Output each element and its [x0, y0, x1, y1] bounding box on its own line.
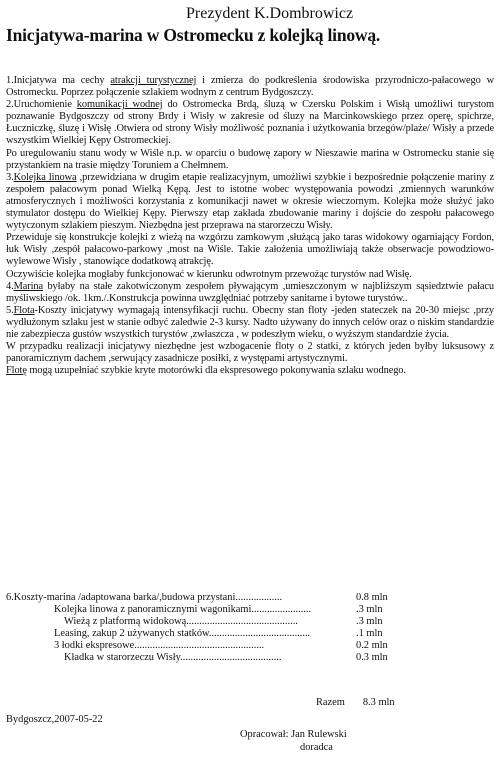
total-label: Razem [316, 697, 345, 708]
document-body [6, 75, 494, 377]
document-date: Bydgoszcz,2007-05-22 [6, 714, 103, 725]
paragraph-fleet: 5.Flota-Koszty inicjatywy wymagają intensyfikacji ruchu. Obecny stan floty -jeden stateczek na 20-30 miejsc ,przy wydłużonym szlaku jest w stanie odbyć zaledwie 2-3 kursy. Nadto używany do innych celów oraz o niskim standardzie nie zabezpiecza gustów wszystkich turystów ,zwłaszcza , w podeszłym wieku, o wyższym standardzie życia. [6, 304, 494, 340]
cost-label: Kładka w starorzeczu Wisły....................................... [64, 652, 282, 664]
cost-label: 6.Koszty-marina /adaptowana barka/,budowa przystani.................. [6, 592, 283, 603]
paragraph-reverse-direction: Oczywiście kolejka mogłaby funkcjonować w kierunku odwrotnym przewożąc turystów nad Wisłę. [6, 268, 412, 280]
cost-row [6, 616, 476, 628]
paragraph-motorboats: Flotę mogą uzupełniać szybkie kryte motorówki dla ekspresowego pokonywania szlaku wodnego. [6, 365, 406, 377]
cost-row [6, 592, 476, 604]
author-line: Prezydent K.Dombrowicz [186, 5, 354, 22]
cost-row [6, 628, 476, 640]
underlined-term: Flotę [6, 365, 27, 377]
cost-amount: .3 mln [356, 616, 383, 628]
author-role: doradca [300, 742, 333, 753]
underlined-term: komunikacji wodnej [76, 99, 163, 111]
paragraph-water-level: Po uregulowaniu stanu wody w Wiśle n.p. w oparciu o budowę zapory w Nieszawie marina w Ostromecku stanie się przystankiem na trasie między Toruniem a Chełmnem. [6, 147, 494, 171]
paragraph-tower: Przewiduje się konstrukcje kolejki z wieżą na wzgórzu zamkowym ,służącą jako taras widokowy ogarniający Fordon, łuk Wisły ,zespół pałacowo-parkowy ,most na Wiśle. Takie założenia umożliwiają także obserwacje powodziowo-wylewowe Wisły , stanowiące dodatkową atrakcję. [6, 232, 494, 268]
prepared-by: Opracował: Jan Rulewski [240, 729, 347, 740]
underlined-term: Flota [13, 304, 35, 316]
paragraph-water-communication: 2.Uruchomienie komunikacji wodnej do Ostromecka Brdą, śluzą w Czersku Polskim i Wisłą umożliwi turystom poznawanie Bydgoszczy od strony Brdy i Wisły w zakresie od śluzy na Marcinkowskiego przez operę, spichrze, Łuczniczkę, śluzę i Wisłę .Otwiera od strony Wisły możliwość poznania i użytkowania brzegów/plaże/ Wisły a przede wszystkim Wielkiej Kępy Ostromeckiej. [6, 99, 494, 147]
cost-amount: .1 mln [356, 628, 383, 640]
document-title: Inicjatywa-marina w Ostromecku z kolejką linową. [6, 25, 381, 45]
cost-row [6, 604, 476, 616]
paragraph-cable-car: 3.Kolejka linowa ,przewidziana w drugim etapie realizacyjnym, umożliwi szybkie i bezpośrednie połączenie mariny z zespołem pałacowym ponad Wielką Kępą. Jest to istotne wobec występowania powodzi ,zmiennych warunków atmosferycznych i możliwości korzystania z komunikacji nawet w okresie wieczornym. Kolejka może służyć jako stymulator dostępu do Wielkiej Kępy. Pierwszy etap zakłada zbudowanie mariny i dojście do zespołu pałacowego wytyczonym szlakiem pieszym. Niezbędna jest przeprawa na starorzeczu Wisły. [6, 171, 494, 232]
cost-list [6, 592, 476, 665]
signature-block [240, 728, 347, 754]
total-amount: 8.3 mln [362, 697, 395, 708]
cost-row [6, 640, 476, 652]
underlined-term: Kolejka linowa [13, 171, 77, 183]
cost-label: Leasing, zakup 2 używanych statków....................................... [54, 628, 311, 640]
cost-amount: .3 mln [356, 604, 383, 616]
cost-row [6, 652, 476, 664]
cost-amount: 0.3 mln [356, 652, 388, 664]
cost-label: Wieżą z platformą widokową........................................... [64, 616, 298, 628]
underlined-term: Marina [13, 280, 43, 292]
paragraph-marina: 4.Marina byłaby na stałe zakotwiczonym zespołem pływającym ,umieszczonym w najbliższym sąsiedztwie pałacu myśliwskiego /ok. 1km./.Konstrukcja powinna uwzględniać potrzeby sanitarne i bytowe turystów.. [6, 280, 494, 304]
cost-total [316, 697, 395, 708]
cost-label: Kolejka linowa z panoramicznymi wagonikami....................... [54, 604, 312, 616]
underlined-term: atrakcji turystycznej [110, 75, 197, 86]
cost-label: 3 łodki ekspresowe.................................................. [54, 640, 265, 652]
cost-amount: 0.8 mln [356, 592, 388, 603]
cost-amount: 0.2 mln [356, 640, 388, 652]
paragraph-fleet-expansion: W przypadku realizacji inicjatywy niezbędne jest wzbogacenie floty o 2 statki, z których jeden byłby luksusowy z panoramicznym dachem ,serwujący zasadnicze posiłki, z występami artystycznymi. [6, 341, 494, 365]
paragraph-attraction: 1.Inicjatywa ma cechy atrakcji turystycznej i zmierza do podkreślenia środowiska przyrodniczo-pałacowego w Ostromecku. Poprzez połączenie szlakiem wodnym z centrum Bydgoszczy. [6, 75, 494, 99]
